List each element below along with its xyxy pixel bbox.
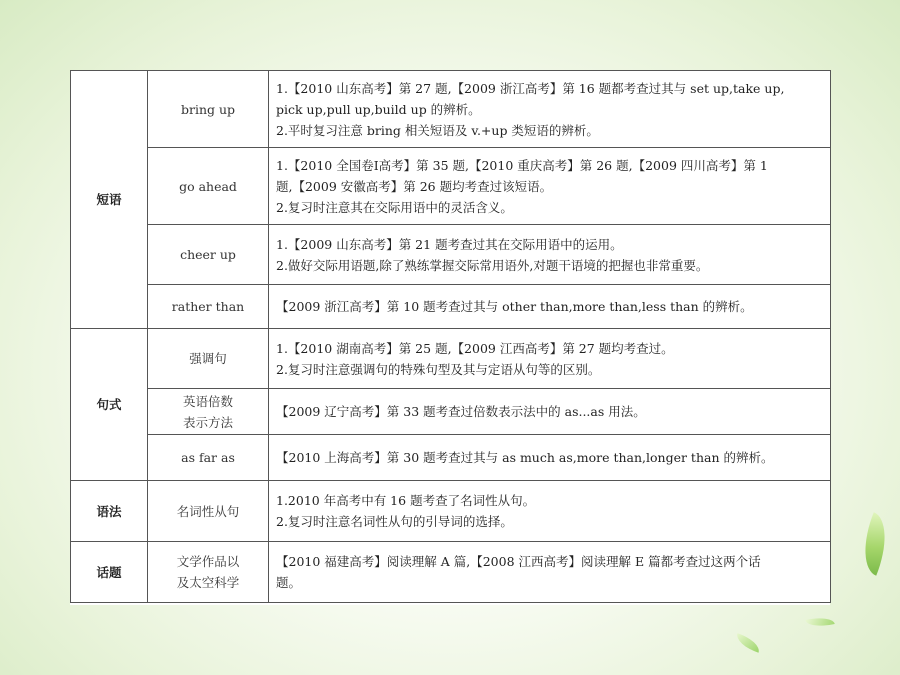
item-text: rather than — [171, 299, 245, 314]
item-cell — [148, 542, 269, 603]
table-row — [71, 481, 831, 542]
item-cell — [148, 285, 269, 329]
item-text: 英语倍数 — [182, 393, 233, 409]
item-text: 名词性从句 — [176, 503, 240, 519]
table-row — [71, 329, 831, 389]
description-line: 【2009 浙江高考】第 10 题考查过其与 other than,more than,less than 的辨析。 — [276, 299, 753, 314]
item-cell — [148, 71, 269, 148]
description-line: 题。 — [276, 575, 302, 590]
item-cell — [148, 481, 269, 542]
leaf-decoration-large — [852, 512, 898, 576]
description-line: 题,【2009 安徽高考】第 26 题均考查过该短语。 — [276, 178, 553, 194]
table-row — [71, 542, 831, 603]
category-cell-topics: 话题 — [71, 542, 148, 603]
description-line: 1.【2010 湖南高考】第 25 题,【2009 江西高考】第 27 题均考查过。 — [276, 340, 674, 356]
description-line: 【2009 辽宁高考】第 33 题考查过倍数表示法中的 as...as 用法。 — [276, 404, 646, 419]
item-cell — [148, 148, 269, 225]
description-cell — [269, 481, 831, 542]
item-text: as far as — [181, 450, 235, 465]
item-cell — [148, 225, 269, 285]
item-cell — [148, 435, 269, 481]
item-cell — [148, 329, 269, 389]
description-line: 1.【2010 全国卷Ⅰ高考】第 35 题,【2010 重庆高考】第 26 题,【2009 四川高考】第 1 — [276, 157, 768, 173]
item-text: 及太空科学 — [176, 575, 240, 590]
item-text: cheer up — [180, 247, 236, 262]
description-line: 2.做好交际用语题,除了熟练掌握交际常用语外,对题干语境的把握也非常重要。 — [276, 257, 709, 273]
exam-points-table — [70, 70, 831, 603]
description-line: 【2010 福建高考】阅读理解 A 篇,【2008 江西高考】阅读理解 E 篇都考查过这两个话 — [276, 554, 761, 569]
table-row — [71, 71, 831, 148]
leaf-decoration-small — [805, 614, 834, 630]
slide-sheet — [70, 70, 830, 605]
table-row — [71, 225, 831, 285]
category-cell-sentence-patterns: 句式 — [71, 329, 148, 481]
table-row — [71, 389, 831, 435]
description-cell — [269, 148, 831, 225]
description-line: 2.复习时注意名词性从句的引导词的选择。 — [276, 514, 513, 529]
description-line: 1.【2009 山东高考】第 21 题考查过其在交际用语中的运用。 — [276, 236, 623, 252]
description-cell — [269, 542, 831, 603]
item-text: bring up — [180, 101, 236, 117]
description-cell — [269, 71, 831, 148]
description-line: 2.平时复习注意 bring 相关短语及 v.+up 类短语的辨析。 — [276, 122, 599, 138]
category-cell-phrases: 短语 — [71, 71, 148, 329]
description-cell — [269, 225, 831, 285]
description-line: 2.复习时注意其在交际用语中的灵活含义。 — [276, 199, 513, 215]
description-cell — [269, 435, 831, 481]
description-cell — [269, 285, 831, 329]
description-line: 【2010 上海高考】第 30 题考查过其与 as much as,more than,longer than 的辨析。 — [276, 450, 774, 465]
table-row — [71, 285, 831, 329]
item-text: 强调句 — [189, 351, 227, 366]
description-line: 2.复习时注意强调句的特殊句型及其与定语从句等的区别。 — [276, 361, 601, 377]
table-row — [71, 148, 831, 225]
description-cell — [269, 389, 831, 435]
description-cell — [269, 329, 831, 389]
item-cell — [148, 389, 269, 435]
item-text: 文学作品以 — [176, 554, 240, 569]
description-line: 1.2010 年高考中有 16 题考查了名词性从句。 — [276, 493, 536, 508]
leaf-decoration-medium — [734, 633, 762, 652]
table-row — [71, 435, 831, 481]
category-cell-grammar: 语法 — [71, 481, 148, 542]
description-line: 1.【2010 山东高考】第 27 题,【2009 浙江高考】第 16 题都考查过其与 set up,take up, — [276, 80, 785, 96]
item-text: go ahead — [179, 178, 237, 194]
item-text: 表示方法 — [182, 414, 233, 430]
description-line: pick up,pull up,build up 的辨析。 — [276, 101, 481, 117]
